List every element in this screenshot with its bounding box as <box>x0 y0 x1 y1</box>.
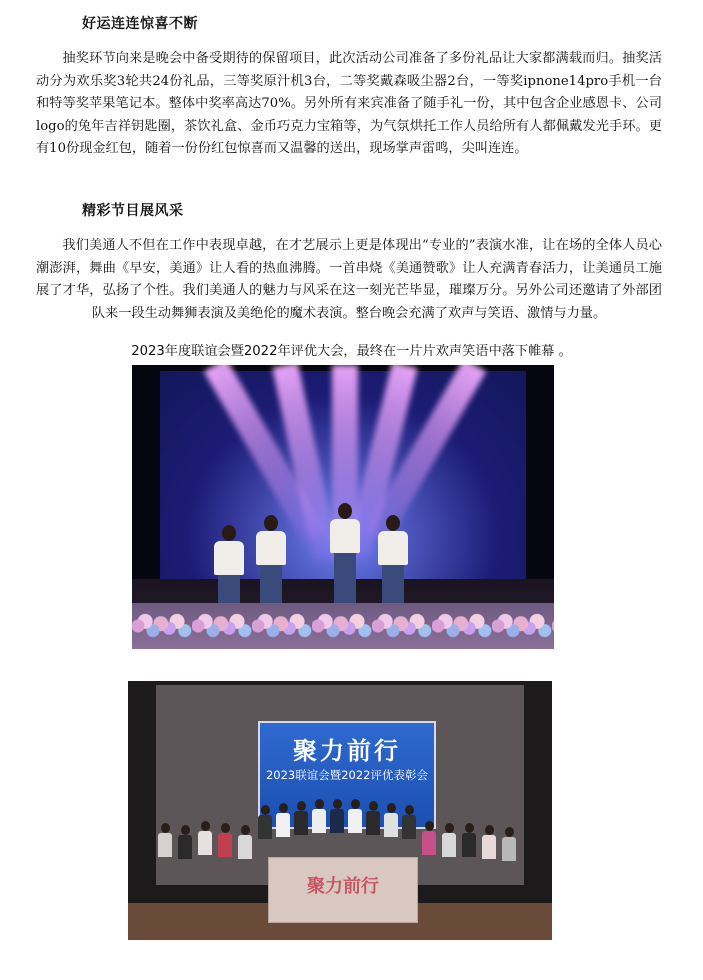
closing-line: 2023年度联谊会暨2022年评优大会，最终在一片片欢声笑语中落下帷幕 。 <box>131 344 572 359</box>
stage-performance-photo <box>132 365 554 649</box>
heading-performances: 精彩节目展风采 <box>82 203 184 219</box>
dancer <box>330 503 360 603</box>
dancer <box>378 515 408 605</box>
dancer <box>214 525 244 615</box>
paragraph-performances: 我们美通人不但在工作中表现卓越，在才艺展示上更是体现出“专业的”表演水准，让在场的全体人员心潮澎湃，舞曲《早安，美通》让人看的热血沸腾。一首串烧《美通赞歌》让人充满青春活力，让美通员工施展了才华，弘扬了个性。我们美通人的魅力与风采在这一刻光芒毕显，璀璨万分。另外公司还邀请了外部团队来一段生动舞狮表演及美绝伦的魔术表演。整台晚会充满了欢声与笑语、激情与力量。 <box>36 238 662 321</box>
podium-banner <box>268 857 418 923</box>
group-photo <box>128 681 552 940</box>
screen-subtitle: 2023联谊会暨2022评优表彰会 <box>265 768 429 782</box>
screen-title: 聚力前行 <box>293 736 401 765</box>
flower-arrangement <box>132 603 554 649</box>
podium-text: 聚力前行 <box>307 876 379 897</box>
dancer <box>256 515 286 605</box>
paragraph-lucky-draw: 抽奖环节向来是晚会中备受期待的保留项目，此次活动公司准备了多份礼品让大家都满载而归。抽奖活动分为欢乐奖3轮共24份礼品，三等奖原汁机3台，二等奖戴森吸尘器2台，一等奖ipnone14pro手机一台和特等奖苹果笔记本。整体中奖率高达70%。另外所有来宾准备了随手礼一份，其中包含企业感恩卡、公司logo的兔年吉祥钥匙圈，茶饮礼盒、金币巧克力宝箱等，为气氛烘托工作人员给所有人都佩戴发光手环。更有10份现金红包，随着一份份红包惊喜而又温馨的送出，现场掌声雷鸣，尖叫连连。 <box>36 51 662 156</box>
heading-lucky-draw: 好运连连惊喜不断 <box>82 16 198 32</box>
